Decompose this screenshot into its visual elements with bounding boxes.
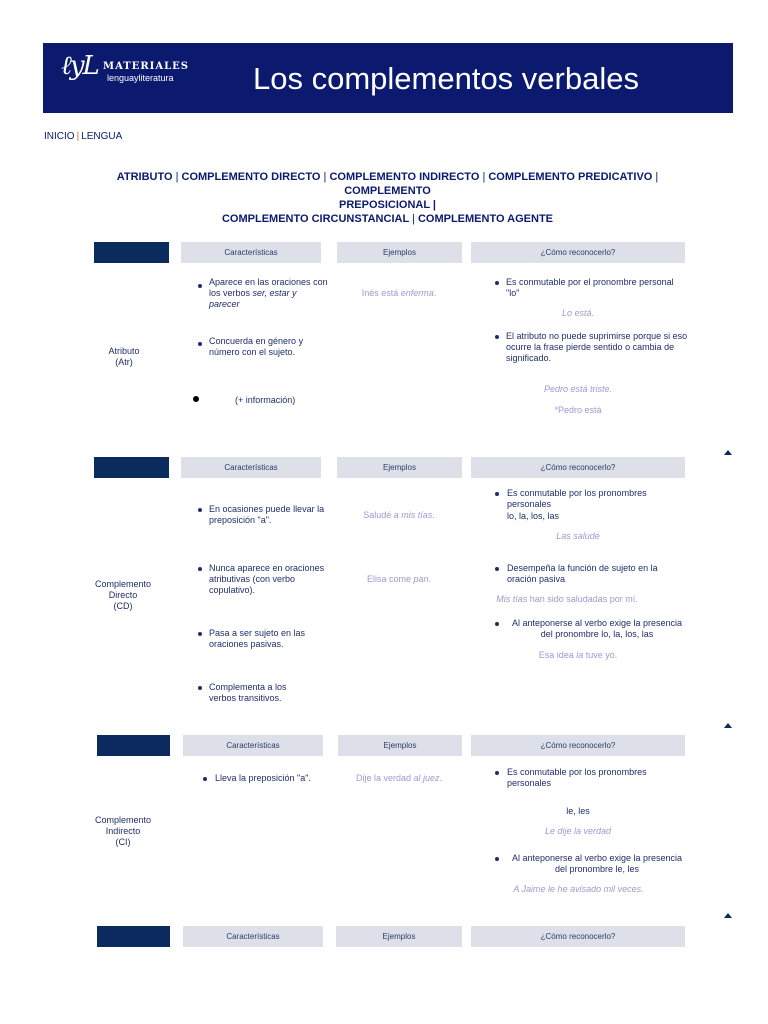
- atr-reconocer-2-ejemplo-1: Pedro está triste.: [543, 384, 613, 394]
- cd-ejemplo-2: Elisa come pan.: [366, 574, 432, 584]
- atr-reconocer-2-ejemplo-2: *Pedro está: [554, 405, 602, 415]
- header-como-reconocerlo: ¿Cómo reconocerlo?: [471, 242, 685, 263]
- bullet-icon: [495, 335, 499, 339]
- atr-reconocer-1: Es conmutable por el pronombre personal "lo": [506, 277, 674, 298]
- logo-script: ℓyL: [61, 51, 98, 81]
- site-header: [43, 43, 733, 113]
- bullet-icon: [198, 342, 202, 346]
- header-como-reconocerlo: ¿Cómo reconocerlo?: [471, 457, 685, 478]
- header-ejemplos: Ejemplos: [338, 735, 462, 756]
- logo-title: MATERIALES: [103, 61, 189, 72]
- cd-reconocer-2-ejemplo: Mis tías han sido saludadas por mí.: [496, 594, 638, 604]
- nav-complemento-agente[interactable]: COMPLEMENTO AGENTE: [417, 213, 554, 225]
- breadcrumb-separator: |: [76, 131, 80, 142]
- header-caracteristicas: Características: [183, 735, 323, 756]
- bullet-icon: [495, 281, 499, 285]
- cd-reconocer-1-ejemplo: Las saludé: [556, 531, 600, 541]
- ci-reconocer-1-ejemplo: Le dije la verdad: [544, 826, 612, 836]
- ci-reconocer-2: Al anteponerse al verbo exige la presencia del pronombre le, les: [511, 853, 683, 874]
- ci-reconocer-1-pronombres: le, les: [566, 806, 590, 816]
- back-to-top-icon[interactable]: [724, 723, 732, 728]
- cd-reconocer-3-ejemplo: Esa idea la tuve yo.: [538, 650, 618, 660]
- header-ejemplos: Ejemplos: [337, 457, 462, 478]
- atr-caracteristica-2: Concuerda en género y número con el sujeto.: [209, 336, 304, 357]
- bullet-icon: [198, 686, 202, 690]
- cd-reconocer-1: Es conmutable por los pronombres personales: [507, 488, 647, 509]
- breadcrumb: [44, 131, 122, 142]
- bullet-icon: [495, 622, 499, 626]
- atr-reconocer-1-ejemplo: Lo está.: [561, 308, 595, 318]
- ci-caracteristica-1: Lleva la preposición "a".: [215, 773, 311, 783]
- page-title: Los complementos verbales: [253, 61, 639, 96]
- cd-caracteristica-2: Nunca aparece en oraciones atributivas (con verbo copulativo).: [209, 563, 325, 595]
- nav-atributo[interactable]: ATRIBUTO: [116, 171, 173, 183]
- nav-complemento-directo[interactable]: COMPLEMENTO DIRECTO: [181, 171, 321, 183]
- row-marker-atributo: [94, 242, 169, 263]
- row-marker-cd: [94, 457, 169, 478]
- cd-ejemplo-1: Saludé a mis tías.: [363, 510, 435, 520]
- atr-ejemplo-1: Inés está enferma.: [361, 288, 437, 298]
- bullet-icon: [203, 777, 207, 781]
- header-como-reconocerlo: ¿Cómo reconocerlo?: [471, 926, 685, 947]
- bullet-icon: [198, 508, 202, 512]
- label-complemento-indirecto: Complemento Indirecto (CI): [94, 815, 152, 847]
- header-ejemplos: Ejemplos: [336, 926, 462, 947]
- row-marker-ci: [97, 735, 170, 756]
- cd-caracteristica-4: Complementa a los verbos transitivos.: [209, 682, 287, 703]
- back-to-top-icon[interactable]: [724, 913, 732, 918]
- bullet-icon: [495, 567, 499, 571]
- nav-complemento-preposicional[interactable]: COMPLEMENTO: [344, 185, 431, 197]
- nav-preposicional[interactable]: PREPOSICIONAL |: [338, 199, 436, 211]
- section-nav: ATRIBUTO | COMPLEMENTO DIRECTO | COMPLEMENTO INDIRECTO | COMPLEMENTO PREDICATIVO | COMPLEMENTO PREPOSICIONAL | COMPLEMENTO CIRCUNSTANCIAL | COMPLEMENTO AGENTE: [80, 170, 695, 226]
- bullet-icon: [193, 396, 199, 402]
- atr-mas-informacion-link[interactable]: (+ información): [235, 395, 296, 405]
- label-complemento-directo: Complemento Directo (CD): [94, 579, 152, 611]
- bullet-icon: [198, 567, 202, 571]
- atr-caracteristica-1: Aparece en las oraciones con los verbos ser, estar y parecer: [209, 277, 328, 309]
- header-ejemplos: Ejemplos: [337, 242, 462, 263]
- logo-subtitle: lenguayliteratura: [107, 73, 174, 83]
- nav-complemento-predicativo[interactable]: COMPLEMENTO PREDICATIVO: [488, 171, 653, 183]
- header-como-reconocerlo: ¿Cómo reconocerlo?: [471, 735, 685, 756]
- cd-caracteristica-3: Pasa a ser sujeto en las oraciones pasivas.: [209, 628, 306, 649]
- cd-caracteristica-1: En ocasiones puede llevar la preposición "a".: [209, 504, 325, 525]
- ci-reconocer-2-ejemplo: A Jaime le he avisado mil veces.: [513, 884, 644, 894]
- breadcrumb-lengua[interactable]: LENGUA: [81, 131, 123, 142]
- cd-reconocer-3: Al anteponerse al verbo exige la presencia del pronombre lo, la, los, las: [511, 618, 683, 639]
- nav-complemento-circunstancial[interactable]: COMPLEMENTO CIRCUNSTANCIAL: [221, 213, 409, 225]
- header-caracteristicas: Características: [183, 926, 323, 947]
- atr-reconocer-2: El atributo no puede suprimirse porque si eso ocurre la frase pierde sentido o cambia de significado.: [506, 331, 688, 363]
- cd-reconocer-2: Desempeña la función de sujeto en la oración pasiva: [507, 563, 658, 584]
- row-marker-next: [97, 926, 170, 947]
- bullet-icon: [198, 632, 202, 636]
- bullet-icon: [495, 857, 499, 861]
- header-caracteristicas: Características: [181, 242, 321, 263]
- bullet-icon: [198, 284, 202, 288]
- nav-complemento-indirecto[interactable]: COMPLEMENTO INDIRECTO: [329, 171, 480, 183]
- breadcrumb-inicio[interactable]: INICIO: [44, 131, 75, 142]
- ci-ejemplo-1: Dije la verdad al juez.: [355, 773, 443, 783]
- cd-reconocer-1-pronombres: lo, la, los, las: [507, 511, 560, 521]
- label-atributo: Atributo (Atr): [108, 346, 140, 367]
- ci-reconocer-1: Es conmutable por los pronombres personales: [507, 767, 647, 788]
- back-to-top-icon[interactable]: [724, 450, 732, 455]
- bullet-icon: [495, 492, 499, 496]
- header-caracteristicas: Características: [181, 457, 321, 478]
- bullet-icon: [495, 771, 499, 775]
- site-logo[interactable]: [61, 49, 211, 99]
